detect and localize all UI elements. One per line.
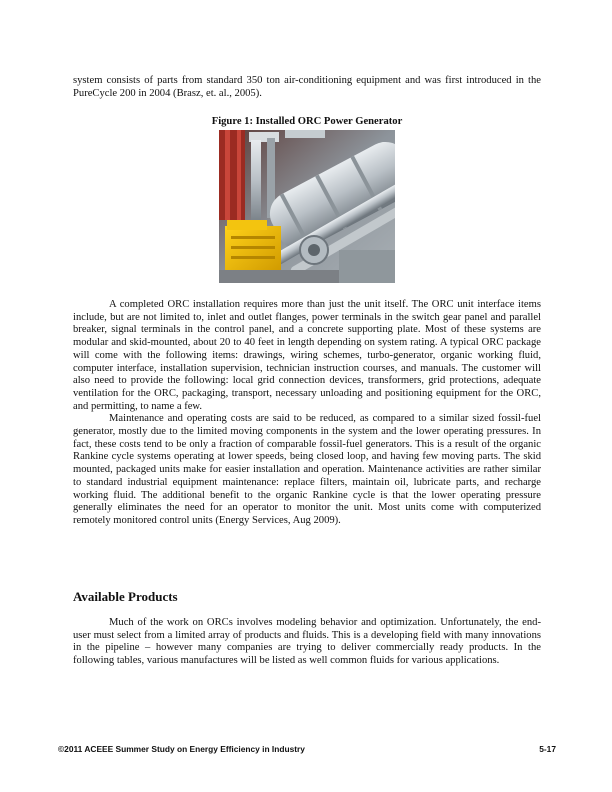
footer-copyright: ©2011 ACEEE Summer Study on Energy Efficiency in Industry — [58, 744, 305, 754]
section-body — [73, 617, 541, 668]
paragraph-maintenance: Maintenance and operating costs are said to be reduced, as compared to a similar sized fossil-fuel generator, mostly due to the limited moving components in the system and the lower operating pressures. In fact, these costs tend to be only a fraction of comparable fossil-fuel generators. This is a result of the organic Rankine cycle systems operating at lower speeds, being closed loop, and having few moving parts. The skid mounted, packaged units make for easier installation and operation. Maintenance activities are rather similar to standard industrial equipment maintenance: replace filters, maintain oil, lubricate parts, and recharge working fluid. The additional benefit to the organic Rankine cycle is that the lower operating pressure generally eliminates the need for an operator to monitor the unit. Most units come with computerized remotely monitored control units (Energy Services, Aug 2009). — [73, 413, 541, 526]
figure-photo-orc-generator — [219, 130, 395, 283]
section-heading: Available Products — [73, 589, 178, 604]
figure-caption: Figure 1: Installed ORC Power Generator — [211, 116, 403, 127]
page-number: 5-17 — [539, 744, 556, 754]
paragraph-installation: A completed ORC installation requires more than just the unit itself. The ORC unit interface items include, but are not limited to, inlet and outlet flanges, power terminals in the switch gear panel and parallel breaker, signal terminals in the control panel, and a concrete supporting plate. Most of these systems are modular and skid-mounted, about 20 to 40 feet in length depending on system rating. A typical ORC package will come with the following items: drawings, wiring schemes, turbo-generator, organic working fluid, computer interface, installation supervision, technician instruction courses, and manuals. The customer will also need to provide the following: local grid connection devices, transformers, grid protections, adequate ventilation for the ORC, packaging, transport, necessary unloading and positioning equipment for the ORC, and permitting, to name a few. — [73, 299, 541, 412]
body-paragraphs — [73, 299, 541, 528]
paragraph-available-products: Much of the work on ORCs involves modeling behavior and optimization. Unfortunately, the end-user must select from a limited array of products and fluids. This is a developing field with many innovations in the pipeline – however many companies are trying to deliver commercially ready products. In the following tables, various manufactures will be listed as well common fluids for various applications. — [73, 617, 541, 667]
intro-paragraph: system consists of parts from standard 350 ton air-conditioning equipment and was first introduced in the PureCycle 200 in 2004 (Brasz, et. al., 2005). — [73, 75, 541, 99]
